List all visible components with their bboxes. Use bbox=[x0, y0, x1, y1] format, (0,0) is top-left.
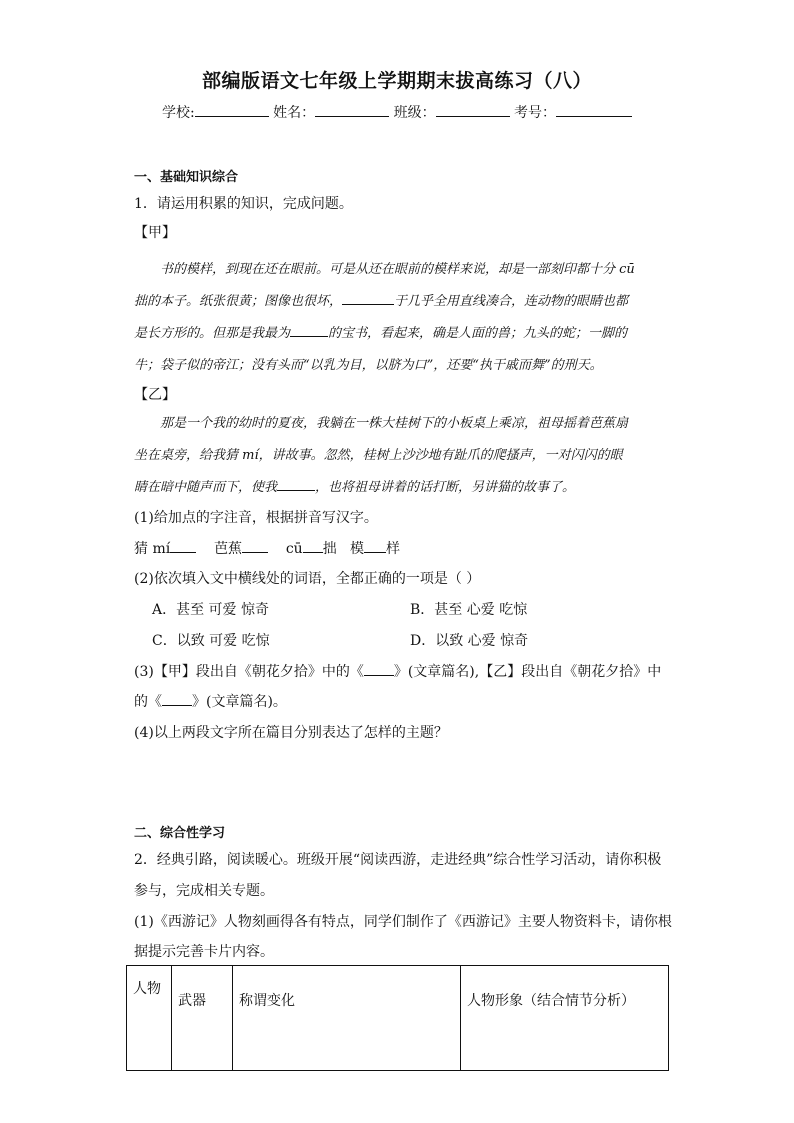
answer-blank[interactable] bbox=[170, 540, 196, 553]
passage-jia-line: 牛；袋子似的帝江；没有头而“以乳为目，以脐为口”，还要“执干戚而舞”的刑天。 bbox=[134, 358, 603, 373]
passage-yi-line: 睛在暗中随声而下，使我 ，也将祖母讲着的话打断，另讲猫的故事了。 bbox=[134, 480, 576, 495]
option-a[interactable]: A．甚至 可爱 惊奇 bbox=[152, 602, 270, 618]
exam-number-label: 考号： bbox=[514, 105, 557, 121]
header-weapon: 武器 bbox=[172, 966, 233, 1071]
passage-jia-line: 是长方形的。但那是我最为 的宝书，看起来，确是人面的兽；九头的蛇；一脚的 bbox=[134, 326, 628, 341]
header-title-change: 称谓变化 bbox=[233, 966, 461, 1071]
sub-question-2-1-cont: 据提示完善卡片内容。 bbox=[134, 944, 274, 960]
name-label: 姓名： bbox=[273, 105, 316, 121]
section-heading-basic: 一、基础知识综合 bbox=[134, 170, 239, 185]
fill-blank-1[interactable] bbox=[342, 292, 394, 305]
sub-question-3-cont: 的《 》(文章篇名)。 bbox=[134, 694, 287, 710]
option-b[interactable]: B．甚至 心爱 吃惊 bbox=[410, 602, 528, 618]
page-title: 部编版语文七年级上学期期末拔高练习（八） bbox=[201, 70, 592, 92]
sub-question-1-items: 猜 mí 芭蕉 cū 拙 模 样 bbox=[134, 541, 401, 557]
sub-question-1: (1)给加点的字注音，根据拼音写汉字。 bbox=[134, 510, 378, 526]
school-label: 学校: bbox=[161, 105, 195, 121]
passage-yi-label: 【乙】 bbox=[134, 387, 176, 403]
class-label: 班级： bbox=[393, 105, 436, 121]
header-character: 人物 bbox=[127, 966, 172, 1071]
sub-question-3: (3)【甲】段出自《朝花夕拾》中的《 》(文章篇名),【乙】段出自《朝花夕拾》中 bbox=[134, 664, 662, 680]
sub-question-2: (2)依次填入文中横线处的词语，全都正确的一项是（ ） bbox=[134, 571, 481, 587]
sub-question-4: (4)以上两段文字所在篇目分别表达了怎样的主题？ bbox=[134, 725, 448, 741]
option-c[interactable]: C．以致 可爱 吃惊 bbox=[152, 633, 270, 649]
school-blank[interactable] bbox=[195, 102, 269, 117]
essay-title-blank-2[interactable] bbox=[162, 693, 192, 706]
table-row bbox=[127, 966, 669, 1071]
class-blank[interactable] bbox=[436, 102, 510, 117]
passage-jia-label: 【甲】 bbox=[134, 225, 176, 241]
option-d[interactable]: D．以致 心爱 惊奇 bbox=[410, 633, 529, 649]
fill-blank-2[interactable] bbox=[290, 324, 328, 337]
sub-question-2-1: (1)《西游记》人物刻画得各有特点，同学们制作了《西游记》主要人物资料卡，请你根 bbox=[134, 914, 672, 930]
question-2-cont: 参与，完成相关专题。 bbox=[134, 883, 274, 899]
answer-blank[interactable] bbox=[364, 540, 386, 553]
passage-yi-line: 那是一个我的幼时的夏夜，我躺在一株大桂树下的小板桌上乘凉，祖母摇着芭蕉扇 bbox=[160, 416, 629, 431]
answer-blank[interactable] bbox=[303, 540, 323, 553]
essay-title-blank-1[interactable] bbox=[364, 663, 394, 676]
question-1: 1．请运用积累的知识，完成问题。 bbox=[134, 196, 353, 212]
passage-jia-line: 书的模样，到现在还在眼前。可是从还在眼前的模样来说，却是一部刻印都十分 cū bbox=[160, 262, 635, 277]
exam-number-blank[interactable] bbox=[556, 102, 632, 117]
header-character-image: 人物形象（结合情节分析） bbox=[461, 966, 669, 1071]
answer-blank[interactable] bbox=[242, 540, 268, 553]
question-2: 2．经典引路，阅读暖心。班级开展“阅读西游，走进经典”综合性学习活动，请你积极 bbox=[134, 852, 662, 868]
passage-jia-line: 拙的本子。纸张很黄；图像也很坏， 于几乎全用直线凑合，连动物的眼睛也都 bbox=[134, 294, 629, 309]
section-heading-comprehensive: 二、综合性学习 bbox=[134, 826, 226, 841]
passage-yi-line: 坐在桌旁，给我猜 mí，讲故事。忽然，桂树上沙沙地有趾爪的爬搔声，一对闪闪的眼 bbox=[134, 448, 623, 463]
fill-blank-3[interactable] bbox=[277, 478, 315, 491]
name-blank[interactable] bbox=[315, 102, 389, 117]
character-card-table bbox=[126, 965, 669, 1071]
student-info-line bbox=[0, 102, 794, 122]
